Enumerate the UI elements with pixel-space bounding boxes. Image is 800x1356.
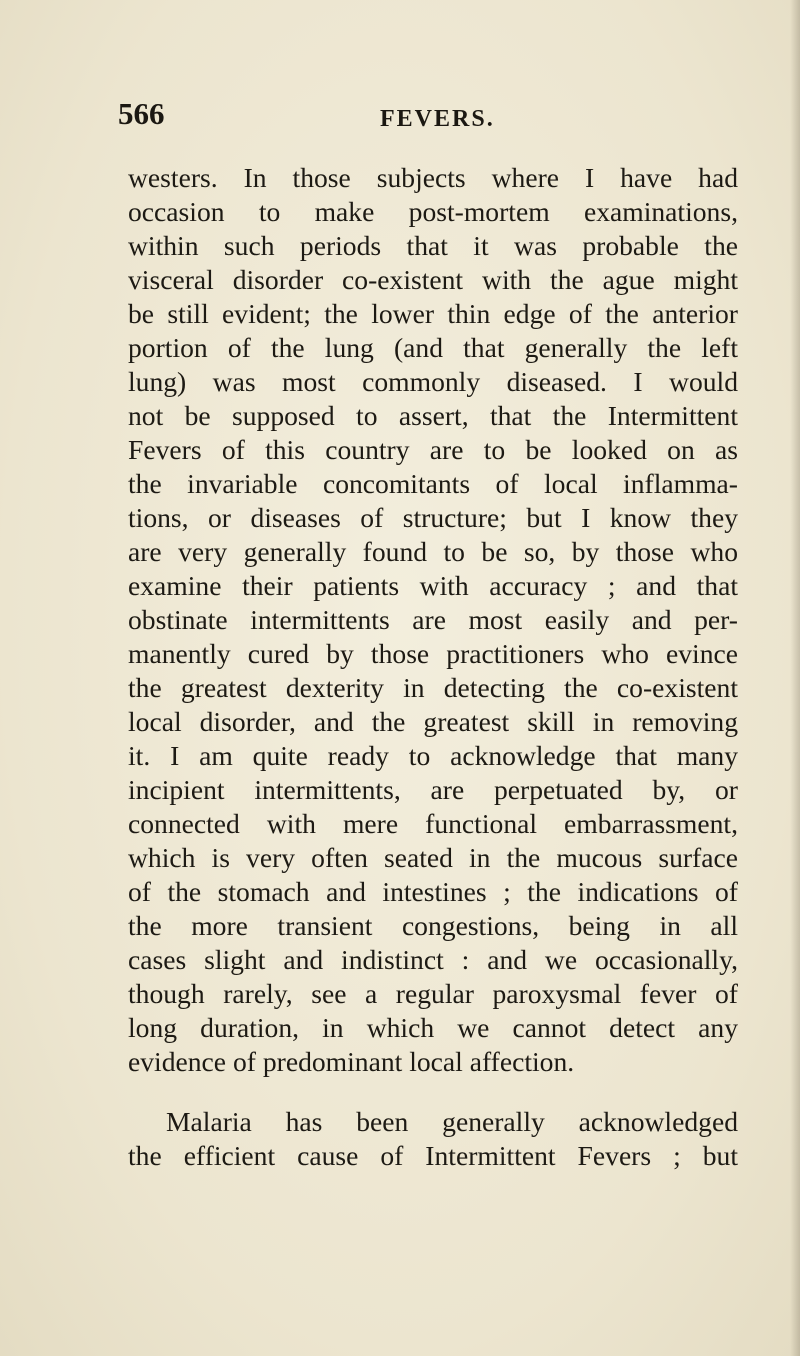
text-line: examine their patients with accuracy ; and that (128, 570, 738, 601)
text-line: of the stomach and intestines ; the indications of (128, 876, 738, 907)
text-line: though rarely, see a regular paroxysmal fever of (128, 978, 738, 1009)
text-line: the more transient congestions, being in all (128, 910, 738, 941)
text-line: the invariable concomitants of local inflamma- (128, 468, 738, 499)
text-line: which is very often seated in the mucous surface (128, 842, 738, 873)
text-line: visceral disorder co-existent with the ague might (128, 264, 738, 295)
text-line: obstinate intermittents are most easily and per- (128, 604, 738, 635)
page-edge-shadow (790, 0, 800, 1356)
text-line: not be supposed to assert, that the Intermittent (128, 400, 738, 431)
text-line: incipient intermittents, are perpetuated by, or (128, 774, 738, 805)
text-line: Fevers of this country are to be looked on as (128, 434, 738, 465)
text-line: the greatest dexterity in detecting the co-existent (128, 672, 738, 703)
text-line: lung) was most commonly diseased. I would (128, 366, 738, 397)
text-line: be still evident; the lower thin edge of the anterior (128, 298, 738, 329)
text-line: it. I am quite ready to acknowledge that many (128, 740, 738, 771)
paragraph-gap (128, 1079, 738, 1105)
paragraph-2 (128, 1105, 738, 1173)
text-line: cases slight and indistinct : and we occasionally, (128, 944, 738, 975)
page-number: 566 (118, 96, 165, 131)
text-line: occasion to make post-mortem examinations, (128, 196, 738, 227)
text-line: local disorder, and the greatest skill in removing (128, 706, 738, 737)
text-line: long duration, in which we cannot detect any (128, 1012, 738, 1043)
text-line: evidence of predominant local affection. (128, 1046, 575, 1077)
running-head: FEVERS. (380, 106, 495, 132)
text-line: portion of the lung (and that generally the left (128, 332, 738, 363)
text-line: Malaria has been generally acknowledged (166, 1106, 738, 1137)
text-line: westers. In those subjects where I have had (128, 162, 738, 193)
text-line: the efficient cause of Intermittent Fevers ; but (128, 1140, 738, 1171)
text-line: are very generally found to be so, by those who (128, 536, 738, 567)
body-text (128, 161, 738, 1173)
text-line: manently cured by those practitioners who evince (128, 638, 738, 669)
text-line: tions, or diseases of structure; but I know they (128, 502, 738, 533)
page-header (118, 96, 758, 138)
text-line: connected with mere functional embarrassment, (128, 808, 738, 839)
paragraph-1 (128, 161, 738, 1079)
text-line: within such periods that it was probable the (128, 230, 738, 261)
